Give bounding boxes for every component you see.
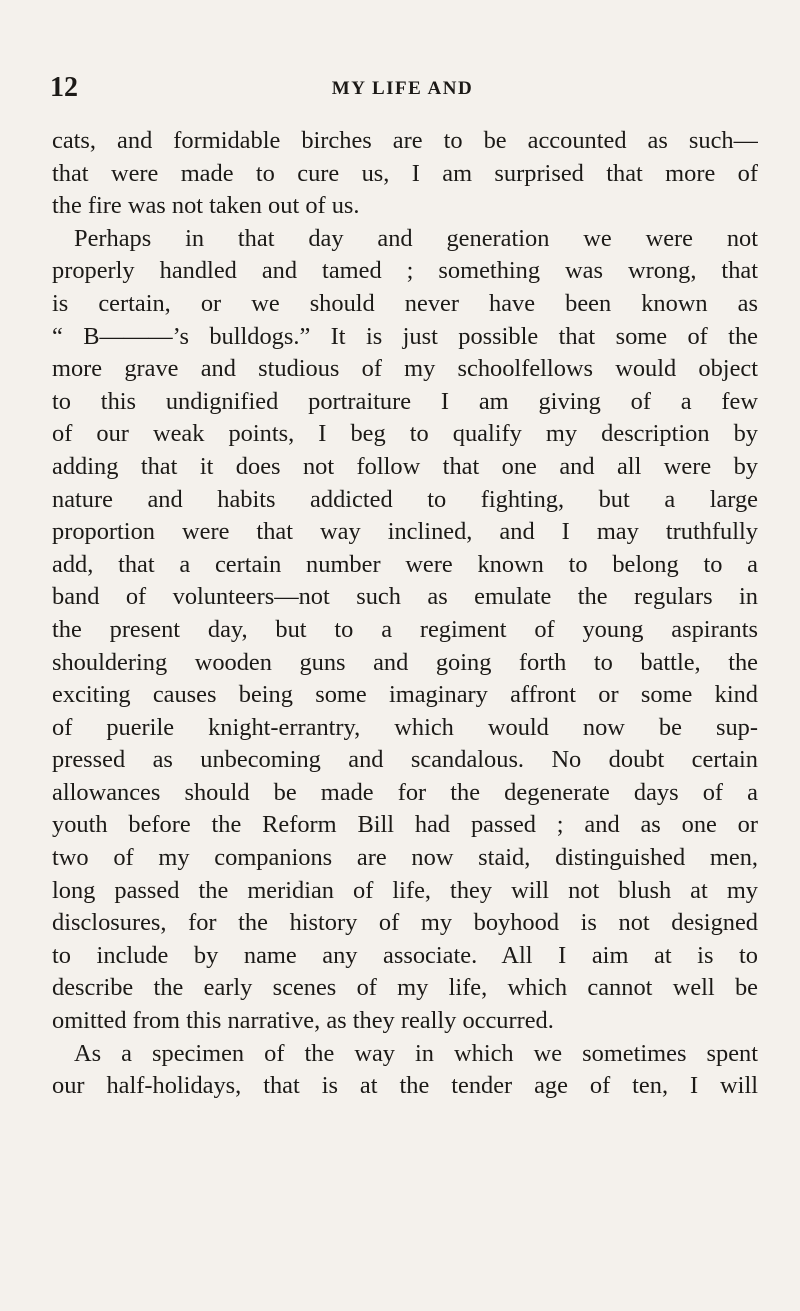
text-line: to include by name any associate. All I aim at is to: [52, 941, 758, 969]
text-line: allowances should be made for the degenerate days of a: [52, 778, 758, 806]
text-line: is certain, or we should never have been known as: [52, 289, 758, 317]
text-line: add, that a certain number were known to belong to a: [52, 550, 758, 578]
text-line: that were made to cure us, I am surprised that more of: [52, 159, 758, 187]
page-number: 12: [50, 72, 78, 103]
text-line: cats, and formidable birches are to be accounted as such—: [52, 127, 758, 154]
text-line: more grave and studious of my schoolfellows would object: [52, 355, 758, 383]
text-line: youth before the Reform Bill had passed ; and as one or: [52, 811, 758, 839]
page-header: [50, 72, 755, 104]
text-line: adding that it does not follow that one and all were by: [52, 452, 758, 480]
text-line: omitted from this narrative, as they really occurred.: [52, 1007, 554, 1035]
text-line: Perhaps in that day and generation we were not: [74, 224, 758, 252]
text-line: exciting causes being some imaginary affront or some kind: [52, 681, 758, 709]
text-line: band of volunteers—not such as emulate the regulars in: [52, 583, 758, 611]
text-line: the fire was not taken out of us.: [52, 192, 360, 220]
text-line: As a specimen of the way in which we sometimes spent: [74, 1039, 758, 1067]
body-text: [52, 125, 758, 1103]
text-line: disclosures, for the history of my boyhood is not designed: [52, 909, 758, 937]
text-line: of puerile knight-errantry, which would now be sup-: [52, 713, 758, 741]
text-line: our half-holidays, that is at the tender age of ten, I will: [52, 1072, 758, 1100]
running-head: MY LIFE AND: [331, 78, 474, 99]
text-line: long passed the meridian of life, they will not blush at my: [52, 876, 758, 904]
text-line: describe the early scenes of my life, which cannot well be: [52, 974, 758, 1002]
text-line: shouldering wooden guns and going forth to battle, the: [52, 648, 758, 676]
text-line: proportion were that way inclined, and I may truthfully: [52, 518, 758, 546]
text-line: two of my companions are now staid, distinguished men,: [52, 844, 758, 872]
text-line: pressed as unbecoming and scandalous. No doubt certain: [52, 746, 758, 774]
text-line: the present day, but to a regiment of young aspirants: [52, 615, 758, 643]
text-line: “ B———’s bulldogs.” It is just possible that some of the: [52, 322, 758, 350]
text-line: properly handled and tamed ; something was wrong, that: [52, 257, 758, 285]
text-line: of our weak points, I beg to qualify my description by: [52, 420, 758, 448]
text-line: to this undignified portraiture I am giving of a few: [52, 387, 758, 415]
text-line: nature and habits addicted to fighting, but a large: [52, 485, 758, 513]
